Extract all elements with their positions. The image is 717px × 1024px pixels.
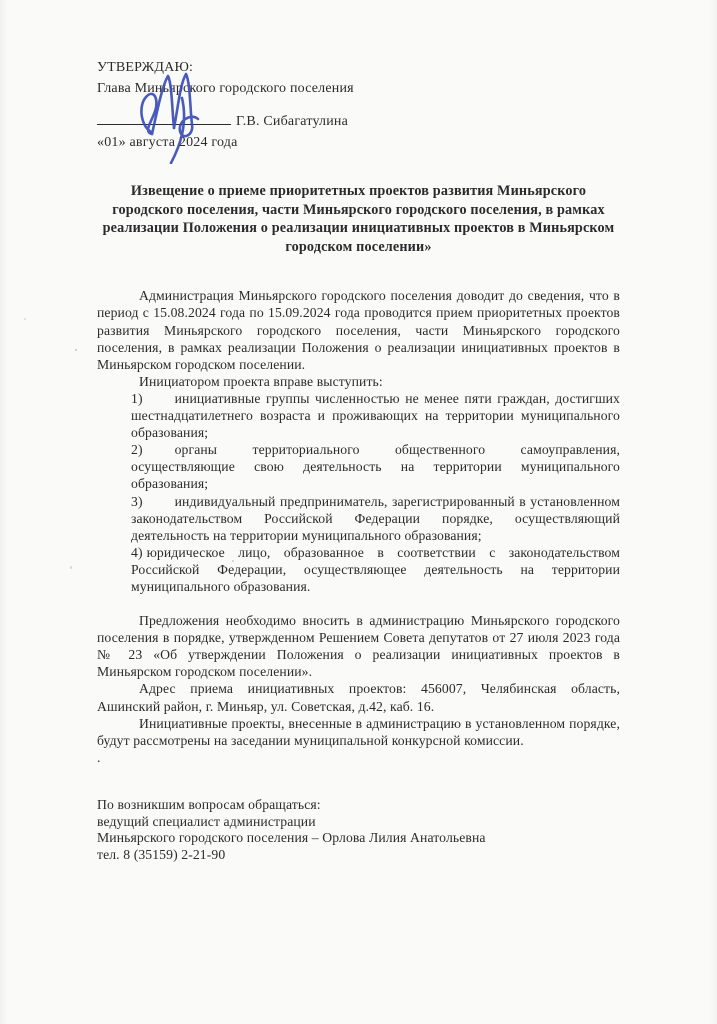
- page-title: Извещение о приеме приоритетных проектов развития Миньярского городского поселения, части Миньярского городского поселения, в рамках реализации Положения о реализации инициативных проектов в Миньярском городском поселении»: [102, 183, 615, 255]
- closing-paragraph: Инициативные проекты, внесенные в администрацию в установленном порядке, будут рассмотрены на заседании муниципальной конкурсной комиссии.: [97, 715, 620, 748]
- contact-line: Миньярского городского поселения – Орлова Лилия Анатольевна: [97, 830, 486, 846]
- list-item-text: юридическое лицо, образованное в соответствии с законодательством Российской Федерации, осуществляющее деятельность на территории муниципального образования.: [131, 544, 620, 594]
- signature-row: [97, 110, 620, 132]
- list-item: [131, 544, 620, 595]
- list-intro: Инициатором проекта вправе выступить:: [139, 373, 383, 389]
- intro-paragraph: Администрация Миньярского городского поселения доводит до сведения, что в период с 15.08.2024 года по 15.09.2024 года проводится прием приоритетных проектов развития Миньярского городского поселения, части Миньярского городского поселения, в рамках реализации Положения о реализации инициативных проектов в Миньярском городском поселении.: [97, 288, 620, 372]
- list-item-number: 1): [131, 390, 143, 406]
- approval-block: [97, 57, 620, 153]
- approval-date: «01» августа 2024 года: [97, 135, 238, 150]
- list-item-text: инициативные группы численностью не менее пяти граждан, достигших шестнадцатилетнего возраста и проживающих на территории муниципального образования;: [131, 390, 620, 441]
- initiator-list: [131, 390, 620, 595]
- contact-line: тел. 8 (35159) 2-21-90: [97, 846, 226, 862]
- document-body: [97, 287, 620, 766]
- list-item-text: индивидуальный предприниматель, зарегистрированный в установленном законодательством Российской Федерации порядке, осуществляющий деятельность на территории муниципального образования;: [131, 493, 620, 543]
- scan-speck: [24, 318, 26, 320]
- scan-speck: [75, 349, 77, 351]
- list-item: [131, 390, 620, 441]
- closing-paragraph: Адрес приема инициативных проектов: 456007, Челябинская область, Ашинский район, г. Миньяр, ул. Советская, д.42, каб. 16.: [97, 681, 620, 714]
- approval-heading: УТВЕРЖДАЮ:: [97, 60, 194, 75]
- signer-name: Г.В. Сибагатулина: [236, 114, 349, 129]
- signature-rule-line: [97, 110, 231, 125]
- contact-line: По возникшим вопросам обращаться:: [97, 796, 321, 812]
- list-item-number: 3): [131, 493, 143, 509]
- list-item-text: органы территориального общественного самоуправления, осуществляющие свою деятельность на территории муниципального образования;: [131, 442, 620, 492]
- list-item: [131, 441, 620, 492]
- stray-dot: .: [97, 749, 101, 765]
- list-item: [131, 493, 620, 544]
- closing-paragraph: Предложения необходимо вносить в администрацию Миньярского городского поселения в порядке, утвержденном Решением Совета депутатов от 27 июля 2023 года № 23 «Об утверждении Положения о реализации инициативных проектов в Миньярском городском поселении».: [97, 613, 620, 680]
- list-item-number: 4): [131, 544, 143, 560]
- document-content: [97, 57, 620, 863]
- list-item-number: 2): [131, 442, 143, 458]
- contact-line: ведущий специалист администрации: [97, 813, 316, 829]
- contact-block: [97, 797, 620, 863]
- approval-position: Глава Миньярского городского поселения: [97, 81, 354, 96]
- scan-speck: [70, 566, 72, 569]
